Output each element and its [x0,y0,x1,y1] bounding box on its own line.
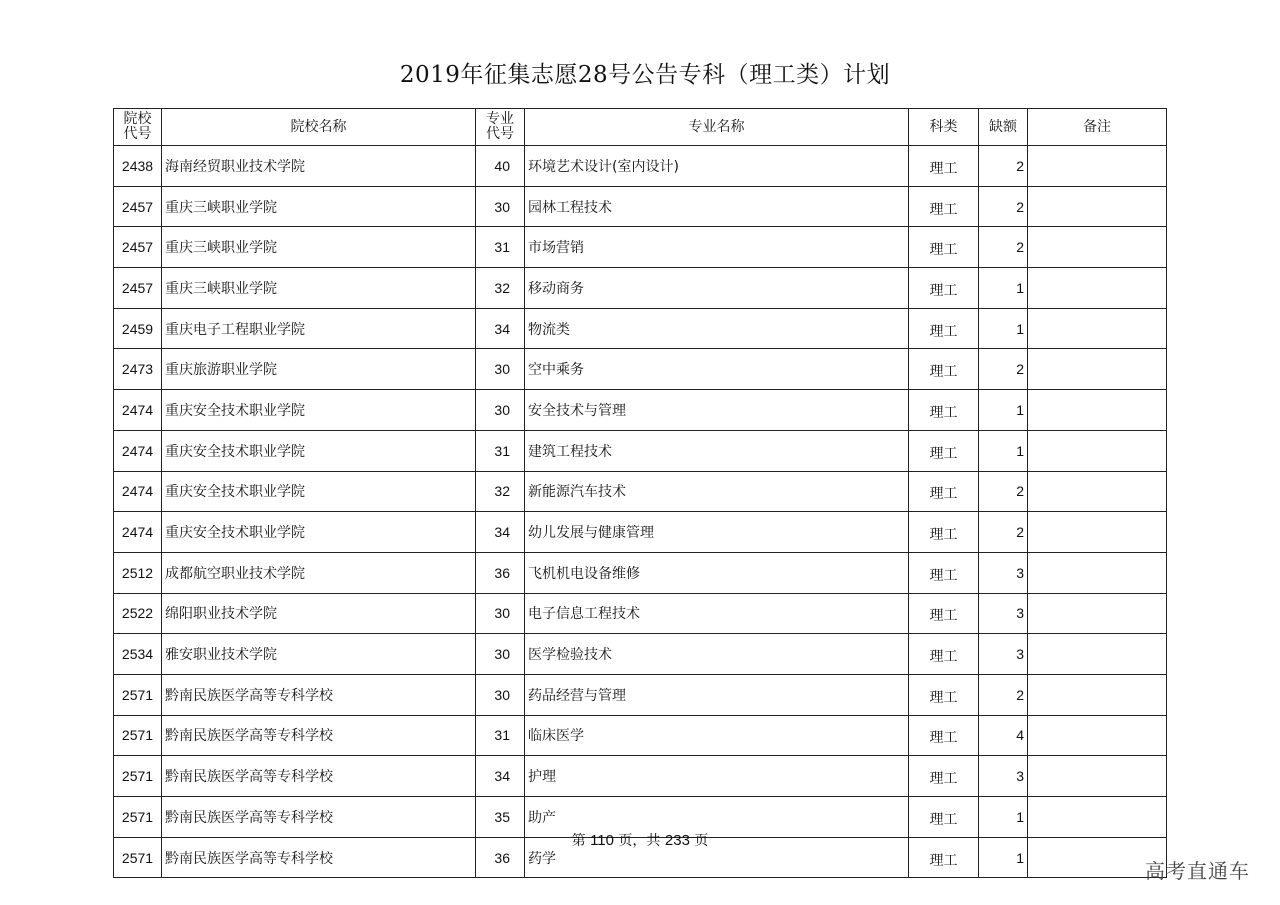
cell-school-name: 海南经贸职业技术学院 [162,146,476,187]
cell-school-name: 黔南民族医学高等专科学校 [162,797,476,838]
cell-major-code: 36 [476,837,525,878]
cell-major-name: 物流类 [525,308,909,349]
table-row [114,715,1167,756]
cell-school-code: 2473 [114,349,162,390]
cell-remark [1028,512,1167,553]
header-school-name: 院校名称 [162,109,476,146]
cell-major-name: 医学检验技术 [525,634,909,675]
cell-category: 理工 [909,146,979,187]
cell-school-code: 2522 [114,593,162,634]
table-row [114,512,1167,553]
cell-remark [1028,471,1167,512]
cell-remark [1028,390,1167,431]
cell-school-code: 2571 [114,674,162,715]
table-header-row [114,109,1167,146]
cell-quota: 1 [979,308,1028,349]
cell-major-code: 32 [476,268,525,309]
table-row [114,227,1167,268]
cell-remark [1028,186,1167,227]
cell-quota: 3 [979,593,1028,634]
cell-category: 理工 [909,837,979,878]
cell-category: 理工 [909,186,979,227]
header-major-name: 专业名称 [525,109,909,146]
cell-major-code: 30 [476,674,525,715]
cell-school-name: 成都航空职业技术学院 [162,552,476,593]
current-page-number: 110 [590,832,614,849]
cell-major-name: 飞机机电设备维修 [525,552,909,593]
cell-quota: 2 [979,471,1028,512]
table-row [114,349,1167,390]
cell-remark [1028,552,1167,593]
table-row [114,471,1167,512]
cell-quota: 1 [979,390,1028,431]
cell-category: 理工 [909,634,979,675]
total-pages-number: 233 [664,832,690,849]
cell-category: 理工 [909,715,979,756]
cell-school-code: 2474 [114,430,162,471]
table-row [114,390,1167,431]
cell-major-code: 40 [476,146,525,187]
cell-remark [1028,593,1167,634]
table-row [114,593,1167,634]
cell-school-code: 2457 [114,186,162,227]
cell-school-name: 重庆安全技术职业学院 [162,512,476,553]
cell-major-name: 药学 [525,837,909,878]
cell-school-name: 重庆安全技术职业学院 [162,390,476,431]
cell-remark [1028,308,1167,349]
cell-school-code: 2571 [114,756,162,797]
cell-category: 理工 [909,430,979,471]
cell-quota: 2 [979,146,1028,187]
cell-school-name: 黔南民族医学高等专科学校 [162,674,476,715]
cell-quota: 3 [979,552,1028,593]
cell-school-code: 2474 [114,390,162,431]
cell-major-name: 移动商务 [525,268,909,309]
cell-school-name: 重庆三峡职业学院 [162,268,476,309]
cell-major-code: 35 [476,797,525,838]
cell-major-code: 36 [476,552,525,593]
cell-category: 理工 [909,552,979,593]
cell-category: 理工 [909,268,979,309]
cell-major-name: 空中乘务 [525,349,909,390]
table-row [114,756,1167,797]
cell-remark [1028,634,1167,675]
cell-quota: 2 [979,674,1028,715]
cell-major-code: 34 [476,308,525,349]
cell-major-name: 安全技术与管理 [525,390,909,431]
cell-school-name: 重庆安全技术职业学院 [162,471,476,512]
cell-major-code: 31 [476,430,525,471]
cell-remark [1028,674,1167,715]
cell-school-name: 雅安职业技术学院 [162,634,476,675]
cell-major-name: 环境艺术设计(室内设计) [525,146,909,187]
cell-school-name: 黔南民族医学高等专科学校 [162,715,476,756]
table-row [114,552,1167,593]
cell-major-code: 30 [476,349,525,390]
table-body [114,146,1167,878]
cell-major-code: 34 [476,756,525,797]
cell-school-name: 黔南民族医学高等专科学校 [162,837,476,878]
cell-school-name: 重庆三峡职业学院 [162,227,476,268]
cell-category: 理工 [909,471,979,512]
cell-category: 理工 [909,674,979,715]
cell-quota: 3 [979,756,1028,797]
cell-major-code: 30 [476,634,525,675]
cell-remark [1028,146,1167,187]
cell-remark [1028,756,1167,797]
cell-remark [1028,268,1167,309]
cell-category: 理工 [909,227,979,268]
table-row [114,186,1167,227]
cell-school-name: 重庆三峡职业学院 [162,186,476,227]
cell-category: 理工 [909,308,979,349]
cell-school-code: 2571 [114,715,162,756]
cell-major-code: 34 [476,512,525,553]
cell-school-code: 2474 [114,471,162,512]
table-row [114,308,1167,349]
watermark-text: 高考直通车 [1145,859,1250,883]
cell-category: 理工 [909,756,979,797]
cell-category: 理工 [909,797,979,838]
cell-school-code: 2534 [114,634,162,675]
cell-major-code: 30 [476,186,525,227]
cell-major-code: 30 [476,390,525,431]
admission-plan-table [113,108,1167,878]
cell-major-code: 31 [476,715,525,756]
cell-quota: 1 [979,797,1028,838]
cell-remark [1028,715,1167,756]
header-quota: 缺额 [979,109,1028,146]
cell-school-code: 2474 [114,512,162,553]
cell-quota: 1 [979,837,1028,878]
cell-school-code: 2457 [114,268,162,309]
cell-major-code: 32 [476,471,525,512]
table-row [114,268,1167,309]
cell-major-name: 市场营销 [525,227,909,268]
cell-major-name: 药品经营与管理 [525,674,909,715]
cell-category: 理工 [909,390,979,431]
cell-school-code: 2438 [114,146,162,187]
header-category: 科类 [909,109,979,146]
cell-category: 理工 [909,593,979,634]
cell-major-name: 幼儿发展与健康管理 [525,512,909,553]
cell-remark [1028,227,1167,268]
cell-major-name: 护理 [525,756,909,797]
cell-major-name: 电子信息工程技术 [525,593,909,634]
cell-quota: 2 [979,227,1028,268]
cell-school-name: 重庆旅游职业学院 [162,349,476,390]
cell-school-code: 2457 [114,227,162,268]
cell-quota: 2 [979,349,1028,390]
cell-category: 理工 [909,349,979,390]
cell-quota: 2 [979,512,1028,553]
header-school-code: 院校 代号 [114,109,162,146]
cell-major-name: 建筑工程技术 [525,430,909,471]
table-row [114,634,1167,675]
cell-quota: 1 [979,268,1028,309]
table-row [114,674,1167,715]
cell-quota: 3 [979,634,1028,675]
cell-major-name: 新能源汽车技术 [525,471,909,512]
cell-school-code: 2459 [114,308,162,349]
cell-category: 理工 [909,512,979,553]
cell-school-name: 绵阳职业技术学院 [162,593,476,634]
cell-major-name: 临床医学 [525,715,909,756]
cell-school-code: 2571 [114,837,162,878]
header-remark: 备注 [1028,109,1167,146]
page-footer: 第 110 页，共 233 页 [571,832,709,849]
table-row [114,146,1167,187]
cell-major-name: 助产 [525,797,909,838]
cell-school-name: 重庆电子工程职业学院 [162,308,476,349]
cell-school-name: 黔南民族医学高等专科学校 [162,756,476,797]
cell-major-code: 30 [476,593,525,634]
cell-quota: 2 [979,186,1028,227]
cell-major-name: 园林工程技术 [525,186,909,227]
cell-major-code: 31 [476,227,525,268]
cell-quota: 1 [979,430,1028,471]
header-major-code: 专业 代号 [476,109,525,146]
cell-school-name: 重庆安全技术职业学院 [162,430,476,471]
cell-quota: 4 [979,715,1028,756]
table-row [114,430,1167,471]
cell-remark [1028,349,1167,390]
cell-school-code: 2571 [114,797,162,838]
cell-remark [1028,430,1167,471]
page-title: 2019年征集志愿28号公告专科（理工类）计划 [399,62,891,88]
cell-school-code: 2512 [114,552,162,593]
